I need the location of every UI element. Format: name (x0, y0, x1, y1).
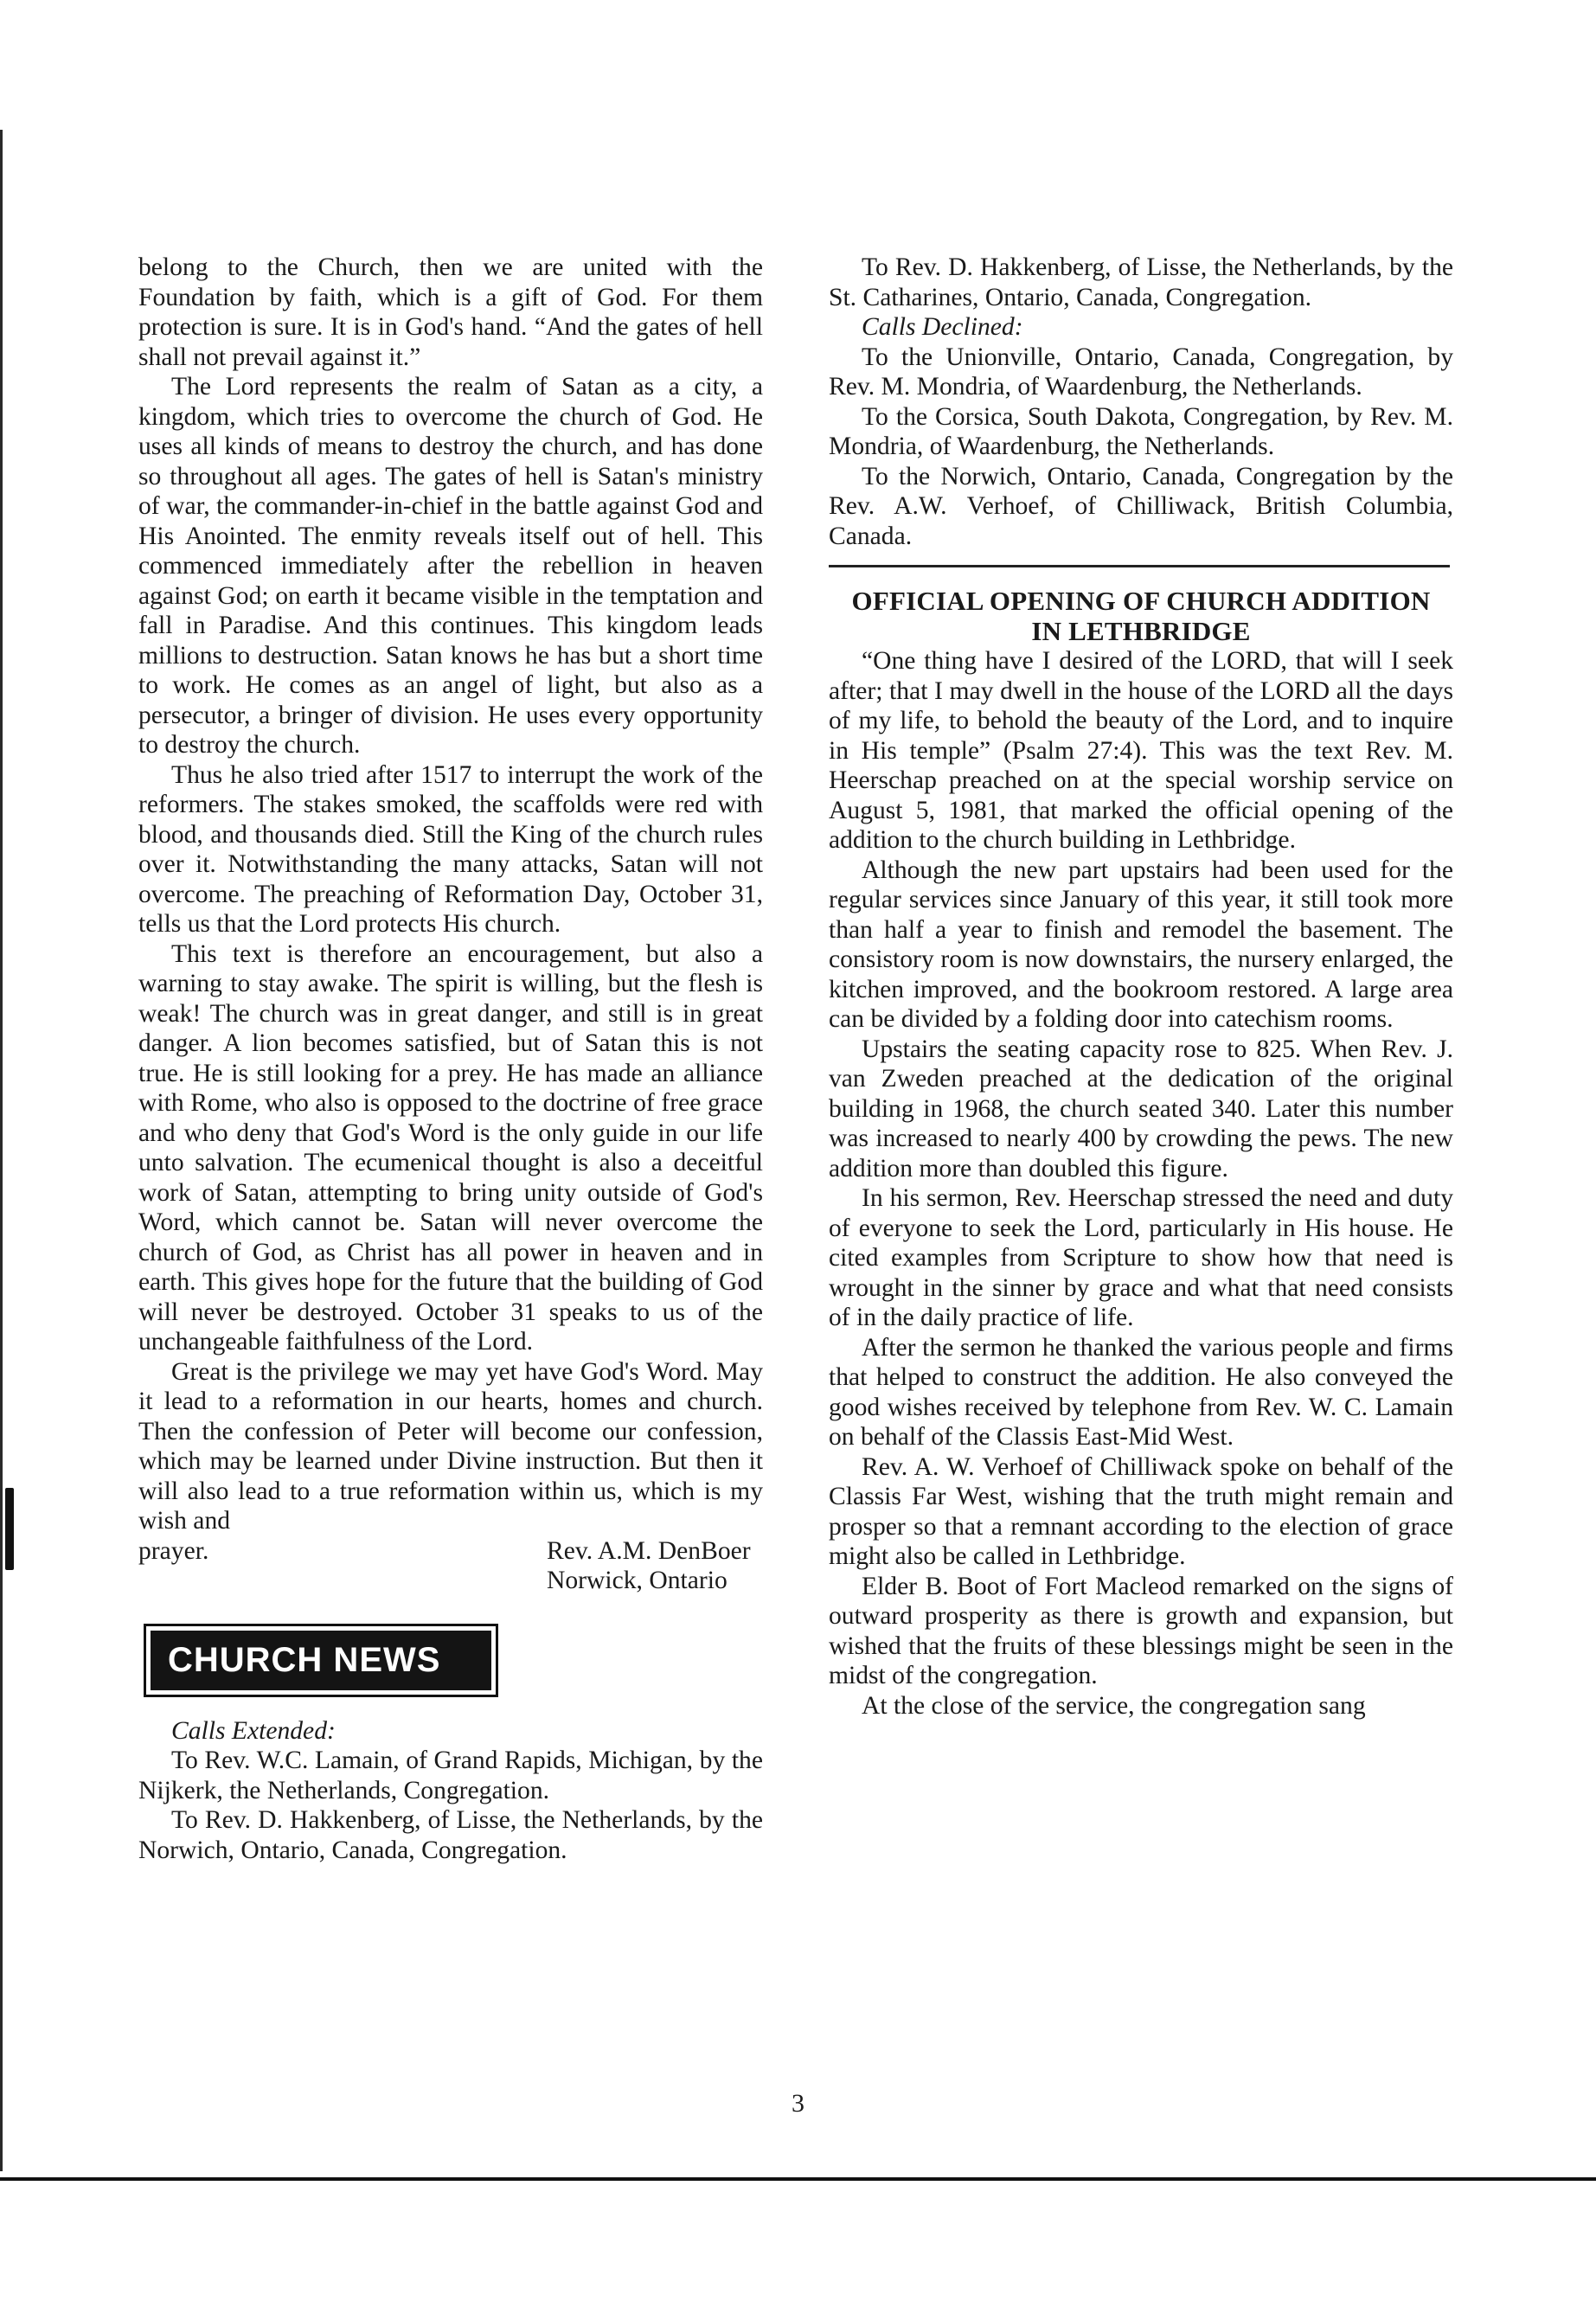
article-title-line: OFFICIAL OPENING OF CHURCH ADDITION (851, 586, 1431, 616)
signature (547, 1536, 763, 1596)
call-item: To the Unionville, Ontario, Canada, Congregation, by Rev. M. Mondria, of Waardenburg, the Netherlands. (829, 343, 1453, 401)
call-item: To Rev. D. Hakkenberg, of Lisse, the Netherlands, by the Norwich, Ontario, Canada, Congregation. (138, 1806, 763, 1864)
paragraph: In his sermon, Rev. Heerschap stressed the need and duty of everyone to seek the Lord, particularly in His house. He cited examples from Scripture to show how that need is wrought in the sinner by grace and what that need consists of in the daily practice of life. (829, 1184, 1453, 1331)
paragraph: Upstairs the seating capacity rose to 825. When Rev. J. van Zweden preached at the dedication of the original building in 1968, the church seated 340. Later this number was increased to nearly 400 by crowding the pews. The new addition more than doubled this figure. (829, 1035, 1453, 1183)
left-column (138, 253, 763, 1865)
signature-block (138, 1536, 763, 1596)
scan-edge-bottom (0, 2177, 1596, 2181)
paragraph: Elder B. Boot of Fort Macleod remarked on the signs of outward prosperity as there is growth and expansion, but wished that the fruits of these blessings might be seen in the midst of the congregation. (829, 1572, 1453, 1689)
right-column (829, 253, 1453, 1721)
page-number: 3 (792, 2089, 804, 2118)
signature-place: Norwick, Ontario (547, 1567, 727, 1594)
church-news-banner-text: CHURCH NEWS (151, 1631, 491, 1690)
paragraph: Rev. A. W. Verhoef of Chilliwack spoke on behalf of the Classis Far West, wishing that the truth might remain and prosper so that a remnant according to the election of grace might also be called in Lethbridge. (829, 1452, 1453, 1570)
paragraph: belong to the Church, then we are united with the Foundation by faith, which is a gift of God. For them protection is sure. It is in God's hand. “And the gates of hell shall not prevail against it.” (138, 253, 763, 371)
paragraph: The Lord represents the realm of Satan as a city, a kingdom, which tries to overcome the church of God. He uses all kinds of means to destroy the church, and has done so throughout all ages. The gates of hell is Satan's ministry of war, the commander-in-chief in the battle against God and His Anointed. The enmity reveals itself out of hell. This commenced immediately after the rebellion in heaven against God; on earth it became visible in the temptation and fall in Paradise. And this continues. This kingdom leads millions to destruction. Satan knows he has but a short time to work. He comes as an angel of light, but also as a persecutor, a bringer of division. He uses every opportunity to destroy the church. (138, 373, 763, 759)
paragraph: “One thing have I desired of the LORD, that will I seek after; that I may dwell in the house of the LORD all the days of my life, to behold the beauty of the Lord, and to inquire in His temple” (Psalm 27:4). This was the text Rev. M. Heerschap preached on at the special worship service on August 5, 1981, that marked the official opening of the addition to the church building in Lethbridge. (829, 647, 1453, 854)
article-title-line: IN LETHBRIDGE (1031, 615, 1251, 646)
call-item: To Rev. D. Hakkenberg, of Lisse, the Netherlands, by the St. Catharines, Ontario, Canada, Congregation. (829, 253, 1453, 311)
article-title (829, 586, 1453, 646)
calls-declined-heading: Calls Declined: (862, 313, 1023, 341)
paragraph: This text is therefore an encouragement, but also a warning to stay awake. The spirit is willing, but the flesh is weak! The church was in great danger, and still is in great danger. A lion becomes satisfied, but of Satan this is not true. He is still looking for a prey. He has made an alliance with Rome, who also is opposed to the doctrine of free grace and who deny that God's Word is the only guide in our life unto salvation. The ecumenical thought is also a deceitful work of Satan, attempting to bring unity outside of God's Word, which cannot be. Satan will never overcome the church of God, as Christ has all power in heaven and in earth. This gives hope for the future that the building of God will never be destroyed. October 31 speaks to us of the unchangeable faithfulness of the Lord. (138, 939, 763, 1356)
signature-name: Rev. A.M. DenBoer (547, 1536, 751, 1565)
closing-word: prayer. (138, 1536, 209, 1565)
call-item: To the Corsica, South Dakota, Congregation, by Rev. M. Mondria, of Waardenburg, the Netherlands. (829, 402, 1453, 460)
paragraph: Great is the privilege we may yet have God's Word. May it lead to a reformation in our hearts, homes and church. Then the confession of Peter will become our confession, which may be learned under Divine instruction. But then it will also lead to a true reformation within us, which is my wish and (138, 1357, 763, 1535)
scan-edge-left (0, 130, 3, 2171)
church-news-banner (144, 1624, 498, 1697)
paragraph: Thus he also tried after 1517 to interrupt the work of the reformers. The stakes smoked, the scaffolds were red with blood, and thousands died. Still the King of the church rules over it. Notwithstanding the many attacks, Satan will not overcome. The preaching of Reformation Day, October 31, tells us that the Lord protects His church. (138, 760, 763, 938)
section-divider (829, 565, 1450, 567)
call-item: To Rev. W.C. Lamain, of Grand Rapids, Michigan, by the Nijkerk, the Netherlands, Congregation. (138, 1747, 763, 1804)
calls-extended-heading: Calls Extended: (171, 1716, 336, 1745)
call-item: To the Norwich, Ontario, Canada, Congregation by the Rev. A.W. Verhoef, of Chilliwack, British Columbia, Canada. (829, 462, 1453, 550)
scan-artifact-mark (5, 1488, 14, 1570)
paragraph: After the sermon he thanked the various people and firms that helped to construct the addition. He also conveyed the good wishes received by telephone from Rev. W. C. Lamain on behalf of the Classis East-Mid West. (829, 1333, 1453, 1451)
paragraph: At the close of the service, the congregation sang (862, 1691, 1366, 1720)
paragraph: Although the new part upstairs had been used for the regular services since January of this year, it still took more than half a year to finish and remodel the basement. The consistory room is now downstairs, the nursery enlarged, the kitchen improved, and the bookroom restored. A large area can be divided by a folding door into catechism rooms. (829, 856, 1453, 1033)
